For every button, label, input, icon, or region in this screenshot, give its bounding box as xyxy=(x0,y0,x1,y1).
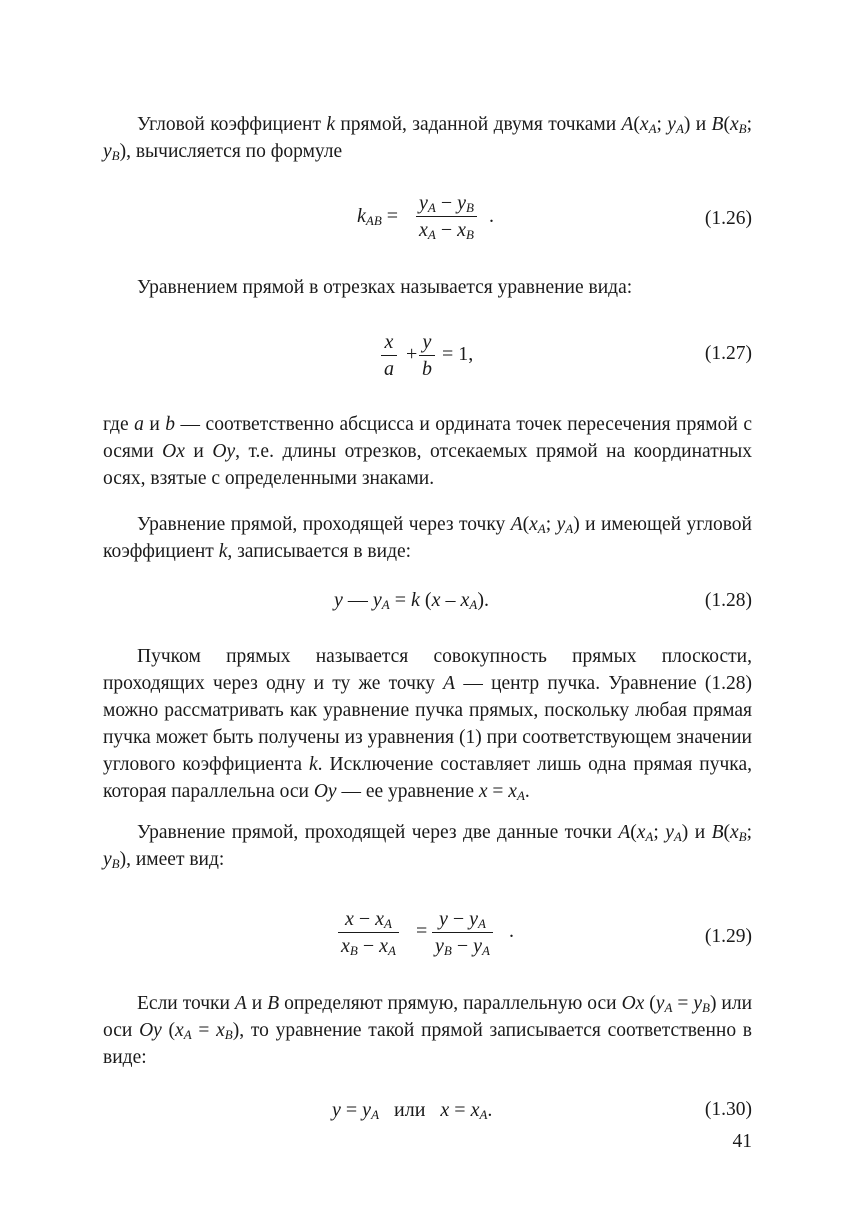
formula-1-29-fraction-right xyxy=(432,906,493,959)
formula-1-29-denominator-right: $y_B - y_A$ xyxy=(432,932,493,959)
paragraph-parallel-lines: Если точки A и B определяют прямую, параллельную оси Ox $(y_A = y_B)$ или оси Oy $(x_A = x_B)$, то уравнение такой прямой записывается соответственно в виде: xyxy=(103,993,753,1068)
formula-1-28-expression: y — $y_A = k$ $(x - x_A)$. xyxy=(334,589,489,612)
formula-1-26-numerator: $y_A - y_B$ xyxy=(419,192,474,215)
formula-1-29-numerator-right: $y - y_A$ xyxy=(438,908,486,931)
formula-1-27-numerator-y: y xyxy=(422,331,432,353)
paragraph-pencil-of-lines: Пучком прямых называется совокупность прямых плоскости, проходящих через одну и ту же точку A — центр пучка. Уравнение (1.28) можно рассматривать как уравнение пучка прямых, поскольку любая прямая пучка может быть получены из уравнения (1) при соответствующем значении углового коэффициента k. Исключение составляет лишь одна прямая пучка, которая параллельна оси Oy — ее уравнение $x = x_A$. xyxy=(103,646,753,803)
formula-1-26-denominator: $x_A - x_B$ xyxy=(416,216,477,243)
formula-1-27-plus: + xyxy=(406,343,418,365)
paragraph-intercept-intro: Уравнением прямой в отрезках называется уравнение вида: xyxy=(137,277,633,298)
formula-1-27-numerator-x: x xyxy=(384,331,394,353)
paragraph-point-slope-intro: Уравнение прямой, проходящей через точку $A(x_A$; $y_A$) и имеющей угловой коэффициент k, записывается в виде: xyxy=(103,514,752,562)
equation-number-1-28: (1.28) xyxy=(704,590,752,611)
page-number: 41 xyxy=(732,1131,752,1152)
formula-1-29-numerator-left: $x - x_A$ xyxy=(344,908,392,931)
formula-1-27-fraction-y-b xyxy=(419,329,435,382)
formula-1-27-fraction-x-a xyxy=(381,329,397,382)
paragraph-two-point-intro: Уравнение прямой, проходящей через две данные точки $A(x_A$; $y_A$) и $B(x_B$; $y_B$), имеет вид: xyxy=(103,822,753,871)
paragraph-intercept-explanation: где a и b — соответственно абсцисса и ордината точек пересечения прямой с осями Ox и Oy, т.е. длины отрезков, отсекаемых прямой на координатных осях, взятые с определенными знаками. xyxy=(103,414,753,489)
formula-1-29-tail: . xyxy=(509,920,514,942)
formula-1-26-lhs: $k_{AB}$ = xyxy=(357,205,399,228)
formula-1-27-denominator-a: a xyxy=(381,355,397,382)
formula-1-29-fraction-left xyxy=(338,906,399,959)
formula-1-27-rhs: = 1, xyxy=(442,343,474,365)
formula-1-26-tail: . xyxy=(489,205,494,227)
equation-number-1-26: (1.26) xyxy=(704,208,752,229)
formula-1-30-expression: $y = y_A$ или $x = x_A$. xyxy=(332,1099,493,1122)
paragraph-slope-intro: Угловой коэффициент k прямой, заданной двумя точками $A(x_A$; $y_A$) и $B(x_B$; $y_B$), вычисляется по формуле xyxy=(103,114,752,163)
formula-1-29-equals: = xyxy=(416,920,428,942)
formula-1-27-denominator-b: b xyxy=(419,355,435,382)
equation-number-1-30: (1.30) xyxy=(704,1099,752,1120)
equation-number-1-27: (1.27) xyxy=(704,343,752,364)
formula-1-26-fraction xyxy=(416,190,477,243)
equation-number-1-29: (1.29) xyxy=(704,926,752,947)
formula-1-29-denominator-left: $x_B - x_A$ xyxy=(338,932,399,959)
